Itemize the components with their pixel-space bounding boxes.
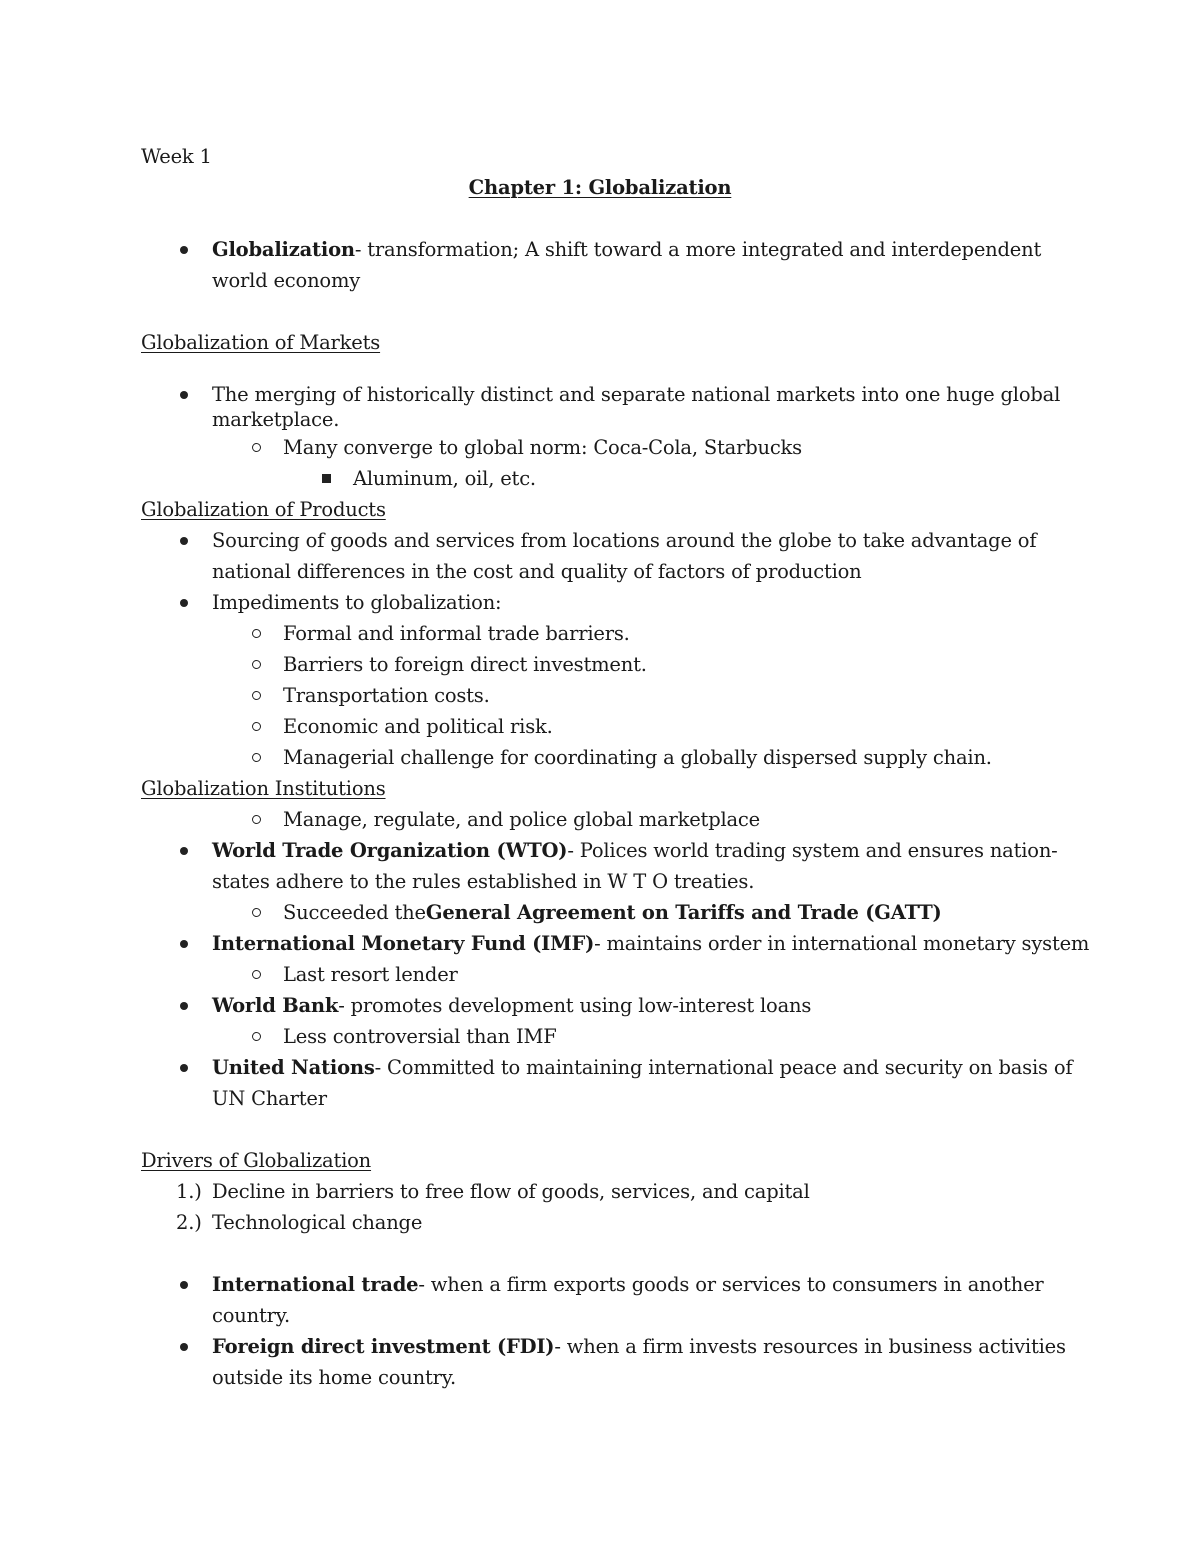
impediment-item: Barriers to foreign direct investment.	[283, 653, 647, 676]
bullet-square	[322, 474, 331, 483]
fdi-text: - when a firm invests resources in business activities	[554, 1335, 1066, 1358]
bullet-circle	[252, 815, 261, 824]
bullet-circle	[252, 443, 261, 452]
markets-bullet-line-2: marketplace.	[212, 408, 340, 431]
institutions-sub-item: Manage, regulate, and police global marketplace	[283, 808, 760, 831]
impediment-item: Formal and informal trade barriers.	[283, 622, 630, 645]
imf-line	[212, 928, 1089, 959]
products-bullet-1-line-1: Sourcing of goods and services from locations around the globe to take advantage of	[212, 529, 1037, 552]
fdi-line-1	[212, 1331, 1066, 1362]
bullet-dot	[180, 537, 188, 545]
bullet-circle	[252, 1032, 261, 1041]
fdi-line-2: outside its home country.	[212, 1366, 456, 1389]
bullet-dot	[180, 1002, 188, 1010]
impediment-item: Transportation costs.	[283, 684, 490, 707]
markets-bullet-line-1: The merging of historically distinct and separate national markets into one huge global	[212, 383, 1061, 406]
bullet-circle	[252, 660, 261, 669]
driver-item: Decline in barriers to free flow of goods, services, and capital	[212, 1180, 810, 1203]
chapter-title: Chapter 1: Globalization	[468, 176, 732, 199]
bullet-dot	[180, 599, 188, 607]
bullet-dot	[180, 1064, 188, 1072]
fdi-term: Foreign direct investment (FDI)	[212, 1335, 555, 1358]
drivers-heading: Drivers of Globalization	[141, 1149, 372, 1172]
imf-term: International Monetary Fund (IMF)	[212, 932, 595, 955]
imf-text: - maintains order in international monetary system	[594, 932, 1090, 955]
wb-line	[212, 990, 811, 1021]
impediment-item: Economic and political risk.	[283, 715, 553, 738]
trade-text: - when a firm exports goods or services to consumers in another	[418, 1273, 1044, 1296]
bullet-dot	[180, 847, 188, 855]
trade-line-1	[212, 1269, 1044, 1300]
week-label: Week 1	[141, 145, 212, 168]
driver-number: 2.)	[176, 1211, 202, 1234]
bullet-circle	[252, 970, 261, 979]
driver-number: 1.)	[176, 1180, 202, 1203]
products-heading: Globalization of Products	[141, 498, 386, 521]
wto-sub-item	[283, 897, 942, 928]
markets-sub-item: Many converge to global norm: Coca-Cola, Starbucks	[283, 436, 802, 459]
wb-sub-item: Less controversial than IMF	[283, 1025, 557, 1048]
intro-term: Globalization	[212, 238, 355, 261]
bullet-dot	[180, 1281, 188, 1289]
intro-line-1	[212, 234, 1041, 265]
intro-line-2: world economy	[212, 269, 361, 292]
products-bullet-2: Impediments to globalization:	[212, 591, 502, 614]
gatt-term: General Agreement on Tariffs and Trade (GATT)	[425, 901, 942, 924]
wto-sub-prefix: Succeeded the	[283, 901, 426, 924]
markets-heading: Globalization of Markets	[141, 331, 381, 354]
bullet-circle	[252, 908, 261, 917]
wto-line-2: states adhere to the rules established in W T O treaties.	[212, 870, 755, 893]
trade-term: International trade	[212, 1273, 419, 1296]
bullet-circle	[252, 753, 261, 762]
wto-line-1	[212, 835, 1058, 866]
bullet-dot	[180, 1343, 188, 1351]
un-line-2: UN Charter	[212, 1087, 327, 1110]
wto-text: - Polices world trading system and ensures nation-	[567, 839, 1058, 862]
wb-term: World Bank	[212, 994, 339, 1017]
un-text: - Committed to maintaining international peace and security on basis of	[374, 1056, 1073, 1079]
wb-text: - promotes development using low-interest loans	[338, 994, 812, 1017]
bullet-circle	[252, 722, 261, 731]
imf-sub-item: Last resort lender	[283, 963, 458, 986]
wto-term: World Trade Organization (WTO)	[212, 839, 568, 862]
bullet-dot	[180, 391, 188, 399]
bullet-dot	[180, 246, 188, 254]
un-line-1	[212, 1052, 1072, 1083]
trade-line-2: country.	[212, 1304, 290, 1327]
impediment-item: Managerial challenge for coordinating a globally dispersed supply chain.	[283, 746, 992, 769]
products-bullet-1-line-2: national differences in the cost and quality of factors of production	[212, 560, 862, 583]
bullet-dot	[180, 940, 188, 948]
intro-text: - transformation; A shift toward a more integrated and interdependent	[354, 238, 1042, 261]
un-term: United Nations	[212, 1056, 375, 1079]
bullet-circle	[252, 691, 261, 700]
driver-item: Technological change	[212, 1211, 423, 1234]
institutions-heading: Globalization Institutions	[141, 777, 386, 800]
markets-subsub-item: Aluminum, oil, etc.	[353, 467, 536, 490]
bullet-circle	[252, 629, 261, 638]
